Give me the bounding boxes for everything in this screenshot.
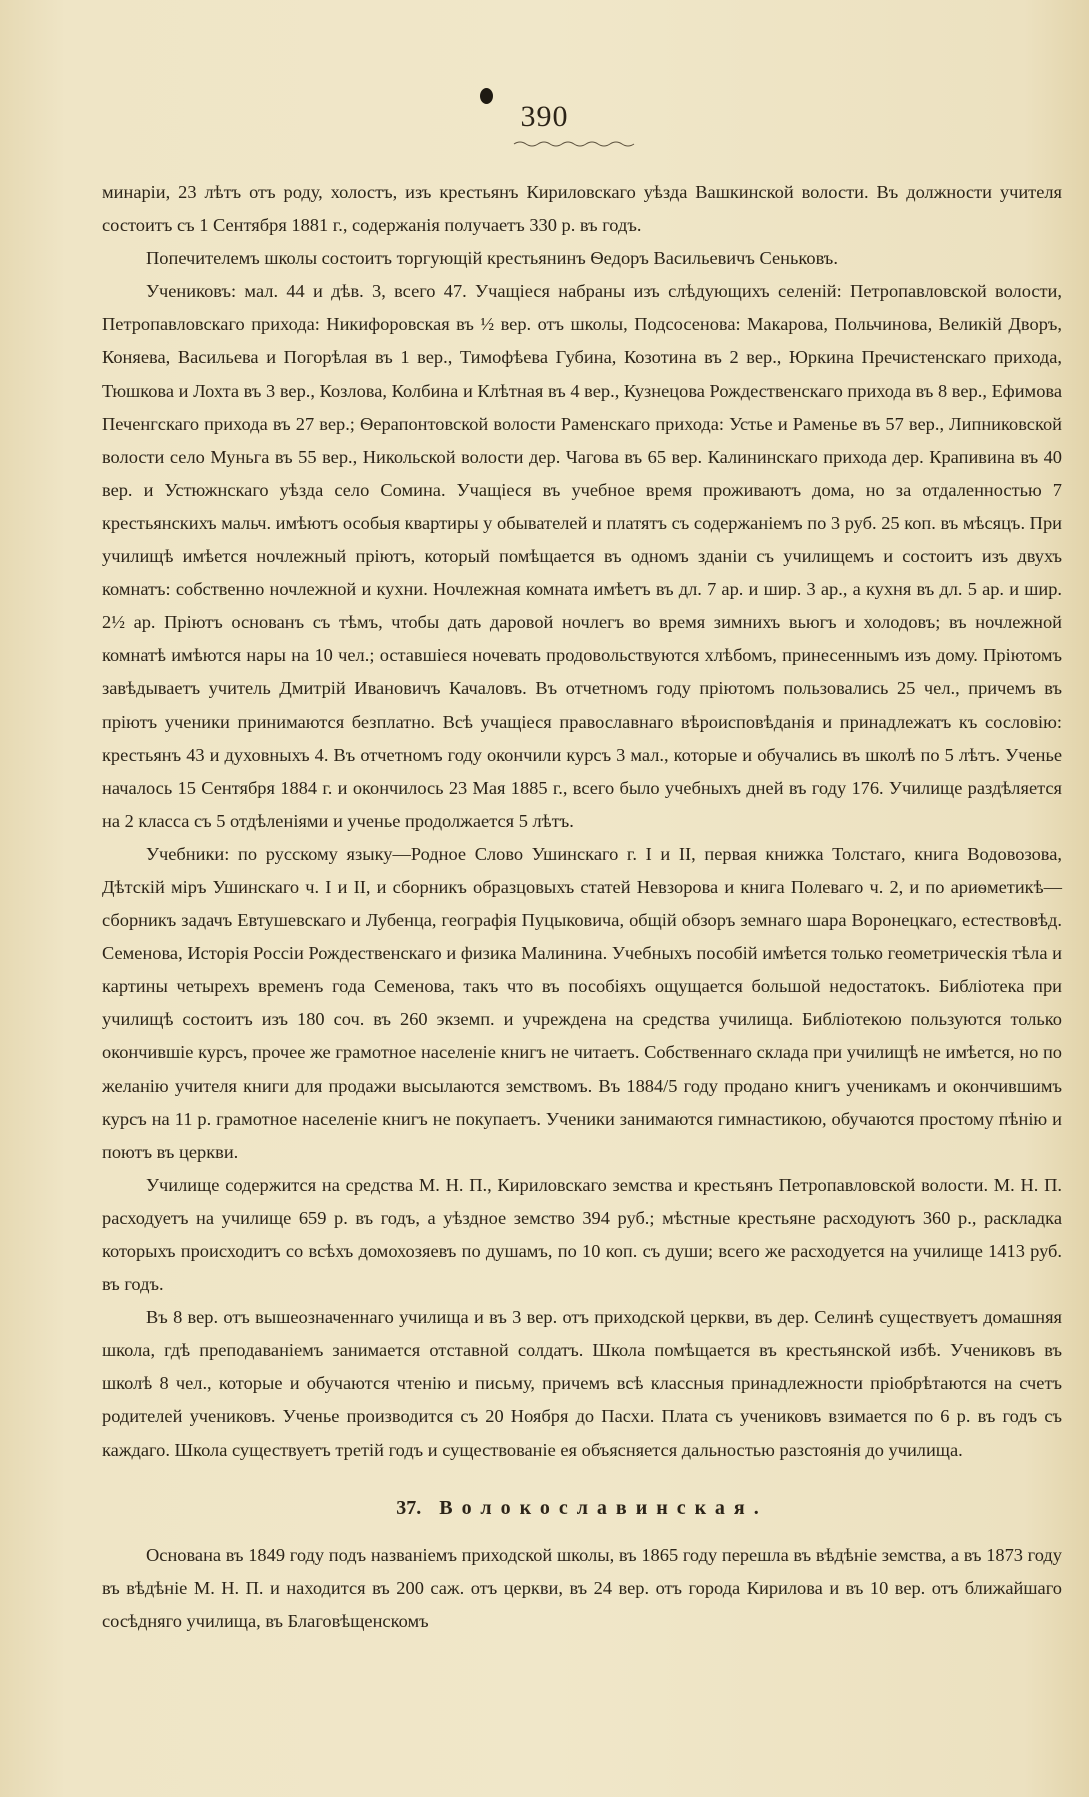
paragraph-teacher-info: минаріи, 23 лѣтъ отъ роду, холостъ, изъ крестьянъ Кириловскаго уѣзда Вашкинской волости. Въ должности учителя состоитъ съ 1 Сентября 1881 г., содержанія получаетъ 330 р. въ годъ.	[102, 182, 1062, 236]
page-number: 390	[520, 100, 569, 133]
paragraph-students: Учениковъ: мал. 44 и дѣв. 3, всего 47. Учащіеся набраны изъ слѣдующихъ селеній: Петропавловской волости, Петропавловскаго прихода: Никифоровская въ ½ вер. отъ школы, Подсосенова: Макарова, Польчинова, Великій Дворъ, Коняева, Васильева и Погорѣлая въ 1 вер., Тимофѣева Губина, Козотина въ 2 вер., Юркина Пречистенскаго прихода, Тюшкова и Лохта въ 3 вер., Козлова, Колбина и Клѣтная въ 4 вер., Кузнецова Рождественскаго прихода въ 8 вер., Ефимова Печенгскаго прихода въ 27 вер.; Ѳерапонтовской волости Раменскаго прихода: Устье и Раменье въ 57 вер., Липниковской волости село Муньга въ 55 вер., Никольской волости дер. Чагова въ 65 вер. Калининскаго прихода дер. Крапивина въ 40 вер. и Устюжнскаго уѣзда село Сомина. Учащіеся въ учебное время проживаютъ дома, но за отдаленностью 7 крестьянскихъ мальч. имѣютъ особыя квартиры у обывателей и платятъ съ содержаніемъ по 3 руб. 25 коп. въ мѣсяцъ. При училищѣ имѣется ночлежный пріютъ, который помѣщается въ одномъ зданіи съ училищемъ и состоитъ изъ двухъ комнатъ: собственно ночлежной и кухни. Ночлежная комната имѣетъ въ дл. 7 ар. и шир. 3 ар., а кухня въ дл. 5 ар. и шир. 2½ ар. Пріютъ основанъ съ тѣмъ, чтобы дать даровой ночлегъ во время зимнихъ вьюгъ и холодовъ; въ ночлежной комнатѣ имѣются нары на 10 чел.; оставшіеся ночевать продовольствуются хлѣбомъ, принесеннымъ изъ дому. Пріютомъ завѣдываетъ учитель Дмитрій Ивановичъ Качаловъ. Въ отчетномъ году пріютомъ пользовались 25 чел., причемъ въ пріютъ ученики принимаются безплатно. Всѣ учащіеся православнаго вѣроисповѣданія и принадлежатъ къ сословію: крестьянъ 43 и духовныхъ 4. Въ отчетномъ году окончили курсъ 3 мал., которые и обучались въ школѣ по 5 лѣтъ. Ученье началось 15 Сентября 1884 г. и окончилось 23 Мая 1885 г., всего было учебныхъ дней въ году 176. Училище раздѣляется на 2 класса съ 5 отдѣленіями и ученье продолжается 5 лѣтъ.	[102, 281, 1062, 831]
section-title: Волокославинская.	[439, 1496, 768, 1519]
section-number: 37.	[396, 1496, 422, 1519]
paragraph-trustee: Попечителемъ школы состоитъ торгующій крестьянинъ Ѳедоръ Васильевичъ Сеньковъ.	[146, 248, 838, 269]
paragraph-funding: Училище содержится на средства М. Н. П., Кириловскаго земства и крестьянъ Петропавловской волости. М. Н. П. расходуетъ на училище 659 р. въ годъ, а уѣздное земство 394 руб.; мѣстные крестьяне расходуютъ 360 р., раскладка которыхъ происходитъ со всѣхъ домохозяевъ по душамъ, по 10 коп. съ души; всего же расходуется на училище 1413 руб. въ годъ.	[102, 1174, 1062, 1295]
paragraph-textbooks: Учебники: по русскому языку—Родное Слово Ушинскаго г. I и II, первая книжка Толстаго, книга Водовозова, Дѣтскій міръ Ушинскаго ч. I и II, и сборникъ образцовыхъ статей Невзорова и книга Полеваго ч. 2, и по ариѳметикѣ—сборникъ задачъ Евтушевскаго и Лубенца, географія Пуцыковича, общій обзоръ земнаго шара Воронецкаго, естествовѣд. Семенова, Исторія Россіи Рождественскаго и физика Малинина. Учебныхъ пособій имѣется только геометрическія тѣла и картины четырехъ временъ года Семенова, такъ что въ пособіяхъ ощущается большой недостатокъ. Библіотека при училищѣ состоитъ изъ 180 соч. въ 260 экземп. и учреждена на средства училища. Библіотекою пользуются только окончившіе курсъ, прочее же грамотное населеніе книгъ не читаетъ. Собственнаго склада при училищѣ не имѣется, но по желанію учителя книги для продажи высылаются земствомъ. Въ 1884/5 году продано книгъ ученикамъ и окончившимъ курсъ на 11 р. грамотное населеніе книгъ не покупаетъ. Ученики занимаются гимнастикою, обучаются простому пѣнію и поютъ въ церкви.	[102, 843, 1062, 1162]
paragraph-home-school: Въ 8 вер. отъ вышеозначеннаго училища и въ 3 вер. отъ приходской церкви, въ дер. Селинѣ существуетъ домашняя школа, гдѣ преподаваніемъ занимается отставной солдатъ. Школа помѣщается въ крестьянской избѣ. Учениковъ въ школѣ 8 чел., которые и обучаются чтенію и письму, причемъ всѣ классныя принадлежности пріобрѣтаются на счетъ родителей учениковъ. Ученье производится съ 20 Ноября до Пасхи. Плата съ учениковъ взимается по 6 р. въ годъ съ каждаго. Школа существуетъ третій годъ и существованіе ея объясняется дальностью разстоянія до училища.	[102, 1307, 1062, 1460]
page-body	[102, 176, 1062, 1638]
page-number-underline-ornament	[512, 140, 642, 148]
section-heading	[102, 1495, 1062, 1521]
paragraph-school-founding: Основана въ 1849 году подъ названіемъ приходской школы, въ 1865 году перешла въ вѣдѣніе земства, а въ 1873 году въ вѣдѣніе М. Н. П. и находится въ 200 саж. отъ церкви, въ 24 вер. отъ города Кирилова и въ 10 вер. отъ ближайшаго сосѣдняго училища, въ Благовѣщенскомъ	[102, 1544, 1062, 1631]
